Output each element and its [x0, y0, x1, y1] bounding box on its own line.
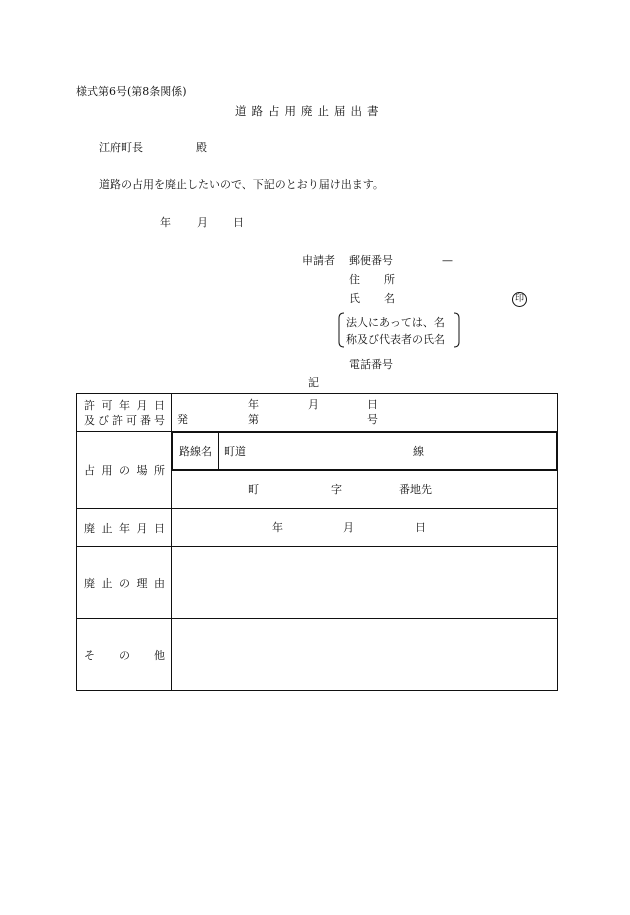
- notice-table: [76, 393, 558, 691]
- name-label-2: 名: [384, 292, 395, 305]
- document-title: 道路占用廃止届出書: [235, 104, 384, 118]
- route-line-suffix: 線: [413, 445, 424, 458]
- table-row-permit: [77, 394, 558, 432]
- address-value-cell[interactable]: [172, 471, 558, 509]
- permit-go-label: 号: [367, 413, 378, 426]
- other-label: その他: [84, 648, 165, 662]
- loc-machi-label: 町: [248, 483, 259, 496]
- corporate-note: [337, 312, 461, 348]
- other-value-cell[interactable]: [172, 619, 558, 691]
- permit-hatsu-label: 発: [177, 413, 188, 426]
- date-day-label: 日: [233, 216, 244, 229]
- other-label-cell: [77, 619, 172, 691]
- recipient-mayor: 江府町長: [99, 141, 143, 154]
- reason-label-cell: [77, 547, 172, 619]
- postal-separator: —: [442, 254, 453, 267]
- permit-label-line1: 許可年月日: [84, 398, 165, 412]
- route-inner: [172, 432, 557, 470]
- date-year-label: 年: [160, 216, 171, 229]
- permit-label-line2: 及び許可番号: [84, 413, 165, 427]
- table-row-reason: [77, 547, 558, 619]
- abolish-date-label: 廃止年月日: [84, 521, 165, 535]
- location-label-cell: [77, 432, 172, 509]
- location-label: 占用の場所: [84, 464, 165, 477]
- permit-year-label: 年: [248, 398, 259, 411]
- route-cell: [172, 432, 558, 471]
- address-label-1: 住: [349, 273, 360, 286]
- permit-label-cell: [77, 394, 172, 432]
- table-row-location-route: [77, 432, 558, 471]
- table-row-other: [77, 619, 558, 691]
- corporate-note-line2: 称及び代表者の氏名: [346, 333, 445, 346]
- route-name-label: 路線名: [173, 433, 219, 470]
- reason-value-cell[interactable]: [172, 547, 558, 619]
- loc-aza-label: 字: [331, 483, 342, 496]
- seal-mark: 印: [512, 292, 527, 307]
- permit-dai-label: 第: [248, 413, 259, 426]
- phone-label: 電話番号: [349, 358, 393, 371]
- permit-value-cell[interactable]: [172, 394, 558, 432]
- permit-day-label: 日: [367, 398, 378, 411]
- permit-month-label: 月: [308, 398, 319, 411]
- reason-label: 廃止の理由: [84, 576, 165, 590]
- route-town-road: 町道: [224, 445, 246, 458]
- postal-code-label: 郵便番号: [349, 254, 393, 267]
- route-value-cell[interactable]: [219, 433, 557, 470]
- table-row-abolish-date: [77, 509, 558, 547]
- abolish-date-value-cell[interactable]: [172, 509, 558, 547]
- abolish-month-label: 月: [343, 521, 354, 534]
- name-label-1: 氏: [349, 292, 360, 305]
- abolish-date-label-cell: [77, 509, 172, 547]
- form-number: 様式第6号(第8条関係): [76, 85, 187, 98]
- date-month-label: 月: [197, 216, 208, 229]
- ki-label: 記: [308, 376, 319, 389]
- loc-banchi-label: 番地先: [399, 483, 432, 496]
- statement-text: 道路の占用を廃止したいので、下記のとおり届け出ます。: [99, 178, 384, 191]
- address-label-2: 所: [384, 273, 395, 286]
- corporate-note-line1: 法人にあっては、名: [346, 316, 445, 329]
- recipient-honorific: 殿: [196, 141, 207, 154]
- applicant-label: 申請者: [302, 254, 335, 267]
- abolish-year-label: 年: [272, 521, 283, 534]
- abolish-day-label: 日: [415, 521, 426, 534]
